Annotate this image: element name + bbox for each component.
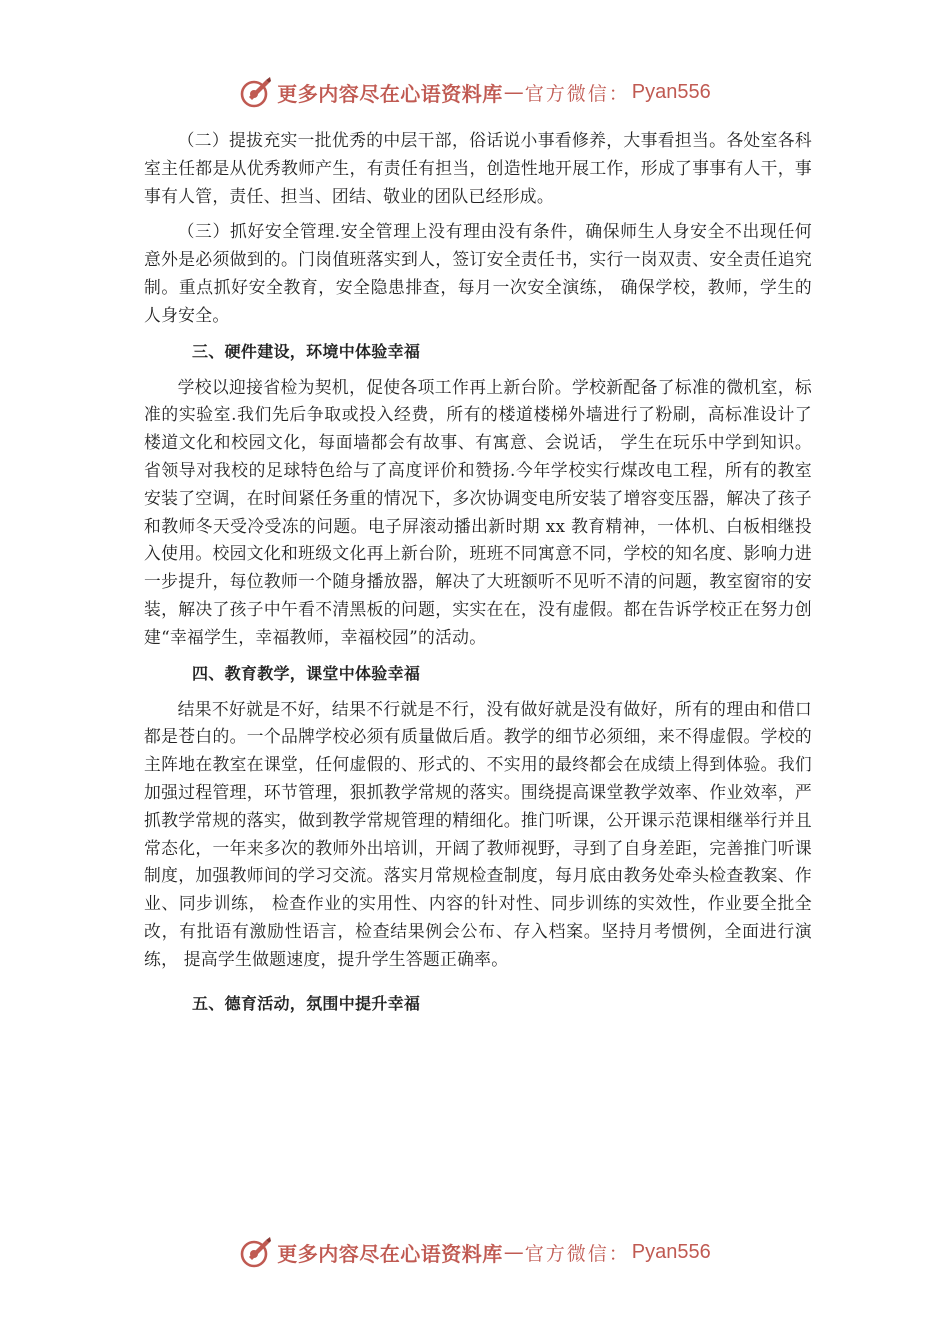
watermark-group <box>239 1235 710 1269</box>
watermark-wechat-id: Pyan556 <box>631 80 711 103</box>
section-heading-hardware: 三、硬件建设，环境中体验幸福 <box>192 341 421 361</box>
paragraph-promote-cadres: （二）提拔充实一批优秀的中层干部，俗话说小事看修养，大事看担当。各处室各科室主任都是从优秀教师产生，有责任有担当，创造性地开展工作，形成了事事有人干，事事有人管，责任、担当、团结、敬业的团队已经形成。 <box>144 130 812 206</box>
paragraph-hardware: 学校以迎接省检为契机，促使各项工作再上新台阶。学校新配备了标准的微机室，标准的实验室.我们先后争取或投入经费，所有的楼道楼梯外墙进行了粉刷，高标准设计了楼道文化和校园文化，每面墙都会有故事、有寓意、会说话， 学生在玩乐中学到知识。省领导对我校的足球特色给与了高度评价和赞扬.今年学校实行煤改电工程，所有的教室安装了空调，在时间紧任务重的情况下，多次协调变电所安装了增容变压器，解决了孩子和教师冬天受冷受冻的问题。电子屏滚动播出新时期 xx 教育精神，一体机、白板相继投入使用。校园文化和班级文化再上新台阶，班班不同寓意不同，学校的知名度、影响力进一步提升，每位教师一个随身播放器，解决了大班额听不见听不清的问题，教室窗帘的安装，解决了孩子中午看不清黑板的问题，实实在在，没有虚假。都在告诉学校正在努力创建“幸福学生，幸福教师，幸福校园”的活动。 <box>144 376 812 647</box>
footer-watermark <box>0 1232 950 1272</box>
section-heading-teaching: 四、教育教学，课堂中体验幸福 <box>192 663 421 683</box>
watermark-official-label: 官方微信： <box>524 1242 630 1265</box>
watermark-wechat-id: Pyan556 <box>631 1240 711 1263</box>
paragraph-teaching: 结果不好就是不好，结果不行就是不行，没有做好就是没有做好，所有的理由和借口都是苍白的。一个品牌学校必须有质量做后盾。教学的细节必须细，来不得虚假。学校的主阵地在教室在课堂，任何虚假的、形式的、不实用的最终都会在成绩上得到体验。我们加强过程管理，环节管理，狠抓教学常规的落实。围绕提高课堂教学效率、作业效率，严抓教学常规的落实，做到教学常规管理的精细化。推门听课，公开课示范课相继举行并且常态化，一年来多次的教师外出培训，开阔了教师视野，寻到了自身差距，完善推门听课制度，加强教师间的学习交流。落实月常规检查制度，每月底由教务处牵头检查教案、作业、同步训练， 检查作业的实用性、内容的针对性、同步训练的实效性，作业要全批全改，有批语有激励性语言，检查结果例会公布、存入档案。坚持月考惯例，全面进行演练， 提高学生做题速度，提升学生答题正确率。 <box>144 698 812 969</box>
watermark-site-text: 更多内容尽在心语资料库 <box>277 1241 503 1266</box>
section-heading-moral-education: 五、德育活动，氛围中提升幸福 <box>192 993 421 1013</box>
watermark-official-label: 官方微信： <box>524 82 630 105</box>
watermark-dash: — <box>503 80 524 104</box>
header-watermark <box>0 72 950 112</box>
watermark-group <box>239 75 710 109</box>
paragraph-safety-management: （三）抓好安全管理.安全管理上没有理由没有条件，确保师生人身安全不出现任何意外是必须做到的。门岗值班落实到人，签订安全责任书，实行一岗双责、安全责任追究制。重点抓好安全教育，安全隐患排查，每月一次安全演练， 确保学校，教师，学生的人身安全。 <box>144 221 812 325</box>
watermark-site-text: 更多内容尽在心语资料库 <box>277 81 503 106</box>
watermark-dash: — <box>503 1240 524 1264</box>
pen-logo-icon <box>239 1235 273 1269</box>
pen-logo-icon <box>239 75 273 109</box>
document-body <box>144 127 812 1026</box>
